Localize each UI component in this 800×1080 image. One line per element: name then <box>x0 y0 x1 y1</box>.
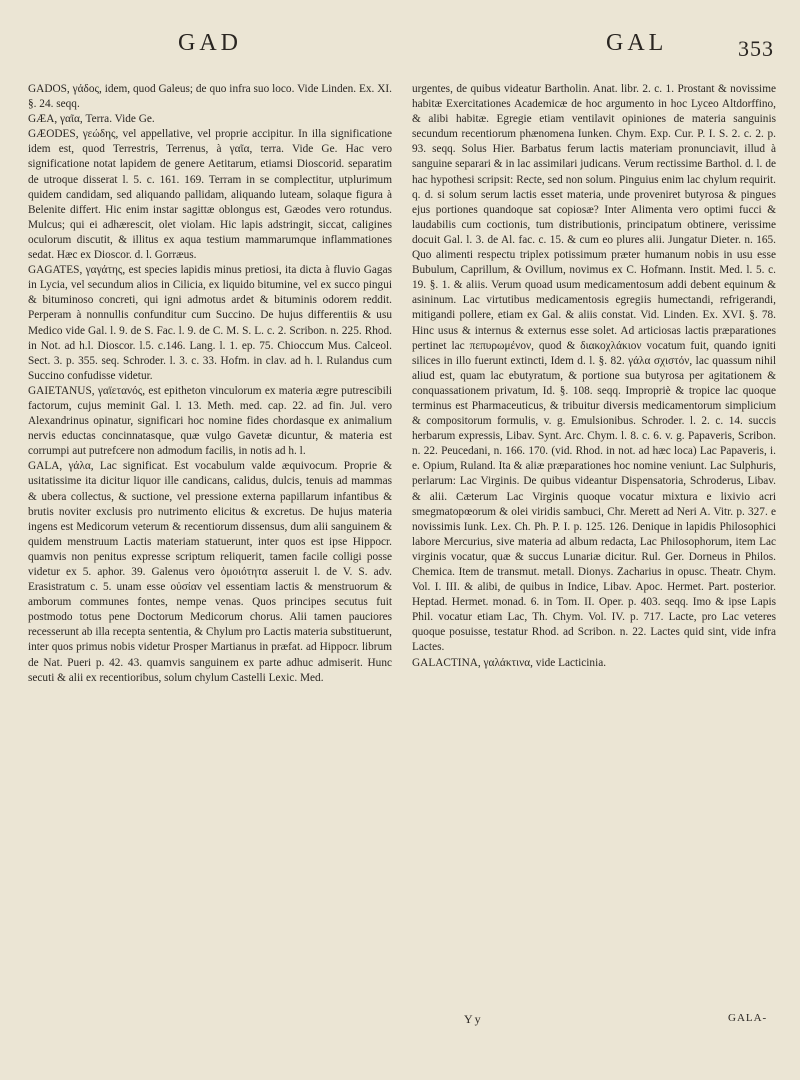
right-headword: GAL <box>606 30 668 56</box>
entry-gaietanus: GAIETANUS, γαϊετανός, est epitheton vinculorum ex materia ægre putrescibili factorum, cujus meminit Gal. l. 13. Meth. med. cap. 22. ad fin. Jul. vero Alexandrinus opinatur, significari hoc nomine fides chordasque ex animalium nervis eductas concinnatasque, quæ vulgo Gavetæ dicuntur, & materia est corrumpi aut putrefcere non admodum facilis, in notis ad h. l. <box>28 384 392 458</box>
running-header <box>28 30 776 82</box>
left-headword: GAD <box>178 30 242 56</box>
entry-gaeodes: GÆODES, γεώδης, vel appellative, vel proprie accipitur. In illa significatione idem est, quod Terrestris, Terrenus, à γαῖα, terra. Vide Ge. Hac vero significatione notat lapidem de genere Aetitarum, etiamsi Dioscorid. separatim de utroque disserat l. 5. c. 161. 169. Terram in se complectitur, utplurimum quidem candidam, sed aliquando pallidam, aliquando luteam, solaque figura à Belenite differt. Hic enim instar sagittæ oblongus est, Gæodes vero rotundus. Mulcus; qui ei adhærescit, olet violam. Hic lapis adstringit, siccat, caligines oculorum discutit, & illitus ex aqua testium mammarumque inflammationes sedat. Hæc ex Dioscor. d. l. Gorræus. <box>28 128 392 262</box>
entry-gagates: GAGATES, γαγάτης, est species lapidis minus pretiosi, ita dicta à fluvio Gagas in Lycia, vel secundum alios in Cilicia, ex liquido bitumine, vel ex succo pingui & bituminoso concreti, qui igni admotus ardet & bituminis odorem reddit. Perperam à nonnullis confunditur cum Succino. De hujus differentiis & usu Medico vide Gal. l. 9. de S. Fac. l. 9. de C. M. S. L. c. 2. Scribon. n. 225. Rhod. in Not. ad h.l. Dioscor. l.5. c.146. Lang. l. 1. ep. 75. Chioccum Mus. Calceol. Sect. 3. p. 355. seq. Schroder. l. 3. c. 33. Hofm. in clav. ad h. l. Rulandus cum Succino confudisse videtur. <box>28 264 392 382</box>
entry-galactina: GALACTINA, γαλάκτινα, vide Lacticinia. <box>412 656 607 669</box>
left-column <box>28 82 392 686</box>
entry-gaea: GÆA, γαῖα, Terra. Vide Ge. <box>28 113 155 126</box>
entry-gados: GADOS, γάδος, idem, quod Galeus; de quo infra suo loco. Vide Linden. Ex. XI. §. 24. seqq. <box>28 83 392 111</box>
catchword: GALA- <box>728 1012 768 1024</box>
right-column <box>412 82 776 686</box>
page-footer <box>0 1012 800 1032</box>
page-number: 353 <box>738 36 774 61</box>
entry-gala-continued: urgentes, de quibus videatur Bartholin. Anat. libr. 2. c. 1. Prostant & novissime habitæ Exercitationes Academicæ de hoc argumento in hoc Lyceo Altdorffino, & alibi habitæ. Egregie etiam ventilavit opiniones de materia sanguinis secundum recentiorum phænomena Iunken. Chym. Exp. Cur. P. I. S. 2. c. 2. p. 93. seqq. Solus Hier. Barbatus ferum lactis materiam pronunciavit, illud à sanguine separari & in lac assimilari judicans. Verum rectissime Barthol. d. l. de hac hypothesi scripsit: Recte, sed non solum. Pinguius enim lac chylum requirit. q. d. si solum serum lactis esset materia, unde proveniret butyrosa & pingues ejus portiones quandoque sat copiosæ? Inter Alimenta vero optimi fucci & laudabilis cum coctionis, tum distributionis, principatum obtinere, verissime docuit Gal. l. 3. de Al. fac. c. 15. & cum eo plures alii. Jungatur Dieter. n. 165. Quo alimenti respectu triplex potissimum præter humanum nobis in usu esse Bubulum, Caprillum, & Ovillum, novimus ex C. Hofmann. Instit. Med. l. 5. c. 19. §. 1. & aliis. Verum quoad usum medicamentosum addi debent equinum & asininum. Lac virtutibus medicamentosis egregiis humectandi, refrigerandi, mitigandi pollere, etiam ex Gal. & aliis constat. Vid. Linden. Ex. XVI. §. 78. Hinc usus & internus & externus esse solet. Ad articiosas lactis præparationes pertinet lac πεπυρωμένον, quod & διακοχλάκιον vocatum fuit, quando igniti silices in illo fuerunt extincti, Idem d. l. §. 82. γάλα σχιστόν, lac quassum nihil aliud est, quam lac ebutyratum, & portione sua butyrosa per agitationem & conquassationem privatum, Id. §. 108. seqq. Impropriè & tropice lac quoque terminus est Pharmaceuticus, & tribuitur diversis medicamentorum simplicium & compositorum formulis, v. g. Emulsionibus. Schroder. l. 2. c. 14. succis herbarum expressis, Libav. Synt. Arc. Chym. l. 8. c. 6. v. g. Papaveris, Scribon. n. 22. Peucedani, n. 166. 170. (vid. Rhod. in not. ad hæc loca) Lac Papaveris, i. e. Opium, Ruland. Ita & aliæ præparationes hoc nomine veniunt. Lac Sulphuris, perlarum: Lac Virginis. De quibus videantur Dispensatoria, Schroderus, Libav. & alii. Cæterum Lac Virginis quoque vocatur mixtura e lixivio acri smegmatopœorum & olei viridis sambuci, Chr. Merett ad Neri A. Vitr. p. 327. e novissimis Iunk. Lex. Ch. Ph. P. I. p. 125. 126. Denique in lapidis Philosophici labore Mercurius, sive materia ad album redacta, Lac Philosophorum, item Lac virginis vocatur, quæ & succus Lunariæ dicitur. Rul. Ger. Dorneus in Philos. Chemica. Item de transmut. metall. Dionys. Zacharius in opusc. Theatr. Chym. Vol. I. III. & alibi, de quibus in Indice, Libav. Apoc. Hermet. Part. posterior. Heptad. Hermet. monad. 6. in Tom. II. Oper. p. 403. seqq. Imo & ipse Lapis Phil. vocatur etiam Lac, Th. Chym. Vol. IV. p. 717. Lacte, pro Lac veteres quoque posuisse, testatur Rhod. ad Scribon. n. 22. Lactes quid sint, vide infra Lactes. <box>412 83 776 654</box>
entry-gala: GALA, γάλα, Lac significat. Est vocabulum valde æquivocum. Proprie & usitatissime ita dicitur liquor ille candicans, calidus, dulcis, tenuis ad mammas & ubera collectus, & suctione, vel pressione externa papillarum infantibus & brutis noviter exclusis pro nutrimento elicitus & excretus. De hujus materia ingens est Medicorum veterum & recentiorum dissensus, dum alii sanguinem & quidem menstruum Lactis materiam statuerunt, inter quos est ipse Hippocr. quamvis non penitus expresse scriptum reliquerit, tamen facile colligi posse videtur ex 5. aphor. 39. Galenus vero ὁμοιότητα asseruit l. de V. S. adv. Erasistratum c. 5. unam esse οὐσίαν vel essentiam lactis & menstruorum & amborum communes fontes, nempe venas. Quos principes secutus fuit postmodo totus pene Doctorum Medicorum chorus. Alii tamen pauciores recesserunt ab illa recepta sententia, & Chylum pro Lactis materia substituerunt, inter quos primus nobis videtur Prosper Martianus in præfat. ad Hippocr. librum de Nat. Pueri p. 42. 43. quamvis sanguinem ex parte adhuc admiserit. Hunc secuti & alii ex recentioribus, solum chylum Castelli Lexic. Med. <box>28 460 392 684</box>
two-column-body <box>28 82 776 686</box>
signature-mark: Yy <box>464 1012 483 1026</box>
